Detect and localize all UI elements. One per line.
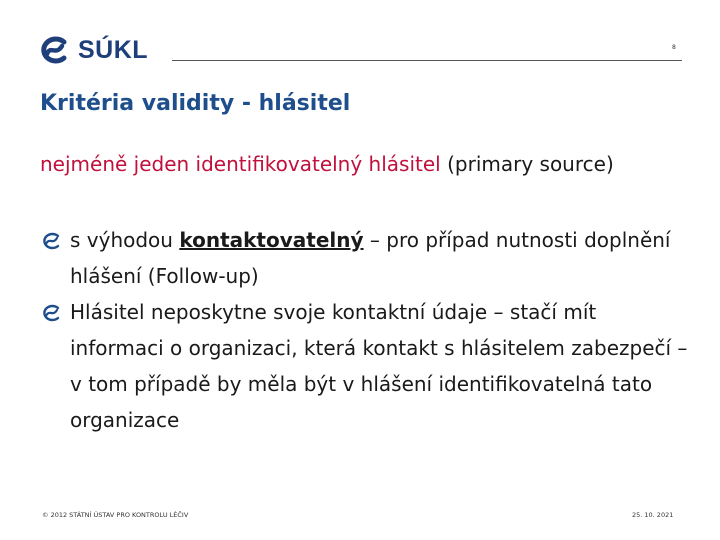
bullet-list bbox=[40, 222, 690, 438]
intro-paragraph bbox=[40, 148, 670, 180]
bullet-1-emphasis: kontaktovatelný bbox=[179, 228, 364, 252]
list-item bbox=[40, 222, 690, 294]
intro-rest: (primary source) bbox=[440, 152, 614, 176]
bullet-1-pre: s výhodou bbox=[70, 228, 180, 252]
sukl-logo-icon bbox=[38, 36, 70, 64]
list-item bbox=[40, 294, 690, 438]
sukl-bullet-icon bbox=[40, 232, 62, 250]
footer-copyright: © 2012 STÁTNÍ ÚSTAV PRO KONTROLU LÉČIV bbox=[42, 511, 189, 519]
footer-date: 25. 10. 2021 bbox=[632, 511, 674, 519]
sukl-bullet-icon bbox=[40, 304, 62, 322]
bullet-2-text: Hlásitel neposkytne svoje kontaktní údaje – stačí mít informaci o organizaci, která kontakt s hlásitelem zabezpečí – v tom případě by měla být v hlášení identifikovatelná tato organizace bbox=[70, 300, 688, 432]
header-divider bbox=[172, 60, 682, 61]
page-number: 8 bbox=[672, 44, 676, 51]
sukl-logo bbox=[38, 36, 148, 64]
intro-highlight: nejméně jeden identifikovatelný hlásitel bbox=[40, 152, 441, 176]
slide-title: Kritéria validity - hlásitel bbox=[40, 91, 351, 116]
bullet-1-post: – pro případ nutnosti doplnění hlášení (Follow-up) bbox=[70, 228, 671, 288]
logo-text: SÚKL bbox=[78, 36, 149, 64]
